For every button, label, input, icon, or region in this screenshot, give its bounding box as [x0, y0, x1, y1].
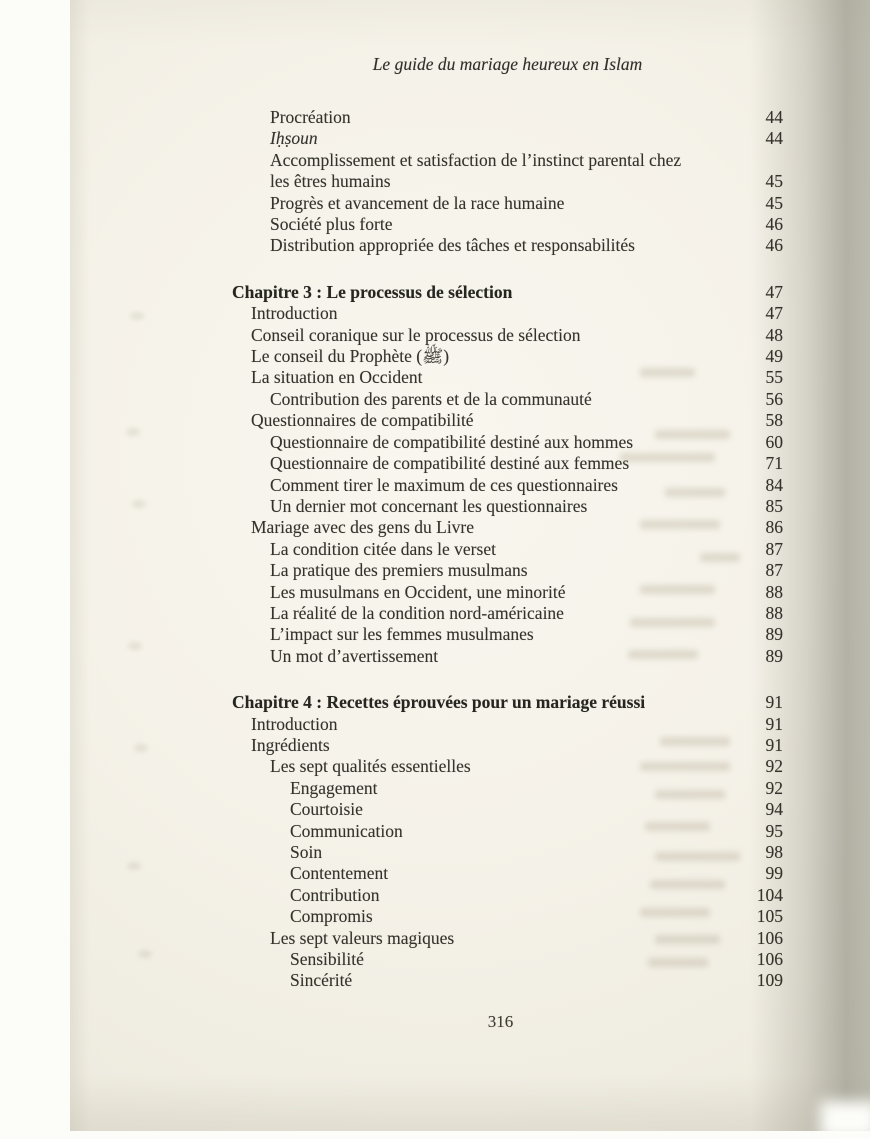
bleed-through-artifact [650, 880, 725, 889]
toc-entry-title: Accomplissement et satisfaction de l’instinct parental chez les êtres humains [270, 149, 682, 192]
toc-entry-title: Un dernier mot concernant les questionnaires [270, 495, 588, 516]
scan-speck-artifact [138, 950, 152, 958]
toc-entry [232, 389, 783, 410]
scan-speck-artifact [130, 312, 144, 320]
toc-entry [232, 150, 783, 193]
toc-entry-title: Le conseil du Prophète (ﷺ) [251, 346, 450, 367]
bleed-through-artifact [640, 762, 730, 771]
toc-entry-page-number: 105 [756, 906, 783, 927]
toc-entry-title: La réalité de la condition nord-américaine [270, 602, 564, 623]
toc-entry-page-number: 84 [765, 474, 783, 495]
toc-entry [232, 496, 783, 517]
bleed-through-artifact [655, 935, 720, 944]
toc-entry [232, 624, 783, 645]
toc-entry-page-number: 91 [765, 734, 783, 755]
toc-entry-title: Chapitre 4 : Recettes éprouvées pour un mariage réussi [232, 692, 646, 713]
toc-entry-page-number: 46 [765, 214, 783, 235]
toc-entry-page-number: 88 [765, 581, 783, 602]
toc-entry-title: Les sept valeurs magiques [270, 927, 455, 948]
toc-entry-page-number: 47 [765, 303, 783, 324]
toc-entry-page-number: 91 [765, 713, 783, 734]
scan-speck-artifact [134, 744, 148, 752]
toc-entry-page-number: 89 [765, 624, 783, 645]
book-page [70, 0, 870, 1131]
toc-entry-title: Sincérité [290, 970, 353, 991]
toc-entry-title: Sensibilité [290, 949, 364, 970]
toc-entry-page-number: 88 [765, 602, 783, 623]
toc-entry-title: L’impact sur les femmes musulmanes [270, 624, 534, 645]
toc-entry-page-number: 91 [765, 692, 783, 713]
toc-entry-page-number: 44 [765, 107, 783, 127]
bleed-through-artifact [620, 453, 715, 462]
bleed-through-artifact [628, 650, 698, 659]
toc-entry [232, 714, 783, 735]
toc-entry-title: Contentement [290, 863, 389, 884]
toc-entry-title: Progrès et avancement de la race humaine [270, 192, 565, 213]
toc-entry-page-number: 87 [765, 538, 783, 559]
toc-entry-title: Introduction [251, 303, 338, 324]
toc-entry-title: La pratique des premiers musulmans [270, 560, 528, 581]
bleed-through-artifact [645, 822, 710, 831]
toc-entry [232, 367, 783, 388]
toc-entry-page-number: 45 [765, 171, 783, 192]
toc-entry [232, 646, 783, 667]
toc-entry-page-number: 89 [765, 645, 783, 666]
toc-entry-page-number: 60 [765, 431, 783, 452]
toc-entry-title: Conseil coranique sur le processus de sélection [251, 324, 581, 345]
toc-entry [232, 193, 783, 214]
toc-entry-title: Communication [290, 820, 403, 841]
toc-entry-title: Comment tirer le maximum de ces questionnaires [270, 474, 618, 495]
toc-entry-page-number: 87 [765, 560, 783, 581]
toc-entry [232, 410, 783, 431]
bleed-through-artifact [640, 585, 715, 594]
toc-entry [232, 214, 783, 235]
toc-entry [232, 692, 783, 713]
toc-entry [232, 970, 783, 991]
toc-entry-page-number: 94 [765, 799, 783, 820]
toc-entry-page-number: 95 [765, 820, 783, 841]
toc-entry-title: Contribution des parents et de la communauté [270, 388, 592, 409]
toc-entry-title: Introduction [251, 713, 338, 734]
bleed-through-artifact [630, 618, 715, 627]
toc-entry-page-number: 85 [765, 495, 783, 516]
toc-entry-page-number: 92 [765, 777, 783, 798]
toc-entry-page-number: 47 [765, 281, 783, 302]
bleed-through-artifact [660, 737, 730, 746]
toc-entry-title: Les sept qualités essentielles [270, 756, 471, 777]
toc-entry-title: Mariage avec des gens du Livre [251, 517, 475, 538]
toc-entry-title: Iḥṣoun [270, 128, 318, 149]
toc-entry-page-number: 92 [765, 756, 783, 777]
toc-entry-title: Soin [290, 842, 323, 862]
toc-entry-page-number: 99 [765, 863, 783, 884]
toc-entry-page-number: 86 [765, 517, 783, 538]
bleed-through-artifact [655, 790, 725, 799]
toc-entry-page-number: 46 [765, 235, 783, 256]
bleed-through-artifact [700, 553, 740, 562]
toc-entry-title: Distribution appropriée des tâches et responsabilités [270, 235, 635, 256]
toc-entry-title: Chapitre 3 : Le processus de sélection [232, 281, 513, 302]
toc-entry-page-number: 109 [756, 970, 783, 991]
toc-entry-title: La situation en Occident [251, 367, 423, 388]
bleed-through-artifact [640, 908, 710, 917]
toc-entry-title: La condition citée dans le verset [270, 538, 496, 559]
toc-entry [232, 303, 783, 324]
toc-entry-title: Procréation [270, 107, 351, 127]
bleed-through-artifact [640, 520, 720, 529]
page-number-folio: 316 [487, 1012, 514, 1031]
toc-entry-page-number: 98 [765, 842, 783, 862]
scan-speck-artifact [128, 642, 142, 650]
toc-entry-page-number: 71 [765, 453, 783, 474]
bleed-through-artifact [655, 430, 730, 439]
bleed-through-artifact [648, 958, 708, 967]
toc-entry-title: Questionnaires de compatibilité [251, 410, 474, 431]
toc-entry-title: Ingrédients [251, 734, 330, 755]
toc-entry-title: Les musulmans en Occident, une minorité [270, 581, 566, 602]
toc-entry-page-number: 58 [765, 410, 783, 431]
toc-entry-page-number: 106 [756, 949, 783, 970]
toc-entry-title: Questionnaire de compatibilité destiné aux femmes [270, 453, 630, 474]
toc-entry [232, 128, 783, 149]
toc-entry-page-number: 104 [756, 884, 783, 905]
toc-entry-title: Questionnaire de compatibilité destiné aux hommes [270, 431, 634, 452]
scan-speck-artifact [127, 862, 141, 870]
toc-entry-title: Courtoisie [290, 799, 363, 820]
toc-entry [232, 799, 783, 820]
toc-entry-title: Compromis [290, 906, 373, 927]
toc-entry [232, 107, 783, 128]
running-head-title: Le guide du mariage heureux en Islam [372, 54, 643, 74]
toc-entry-page-number: 48 [765, 324, 783, 345]
toc-entry-title: Contribution [290, 884, 380, 905]
toc-entry [232, 282, 783, 303]
toc-entry [232, 560, 783, 581]
toc-entry [232, 325, 783, 346]
toc-entry-page-number: 56 [765, 388, 783, 409]
toc-entry-page-number: 44 [765, 128, 783, 149]
toc-entry-page-number: 55 [765, 367, 783, 388]
toc-entry [232, 235, 783, 256]
scan-speck-artifact [126, 428, 140, 436]
toc-entry [232, 346, 783, 367]
toc-entry-title: Un mot d’avertissement [270, 645, 439, 666]
scan-speck-artifact [132, 500, 146, 508]
toc-entry-title: Engagement [290, 777, 378, 798]
toc-entry-page-number: 45 [765, 192, 783, 213]
toc-entry-page-number: 106 [756, 927, 783, 948]
toc-entry-page-number: 49 [765, 346, 783, 367]
bleed-through-artifact [665, 488, 725, 497]
scanner-bed-corner [820, 1101, 870, 1139]
bleed-through-artifact [640, 368, 695, 377]
bleed-through-artifact [655, 852, 740, 861]
toc-entry-title: Société plus forte [270, 214, 393, 235]
